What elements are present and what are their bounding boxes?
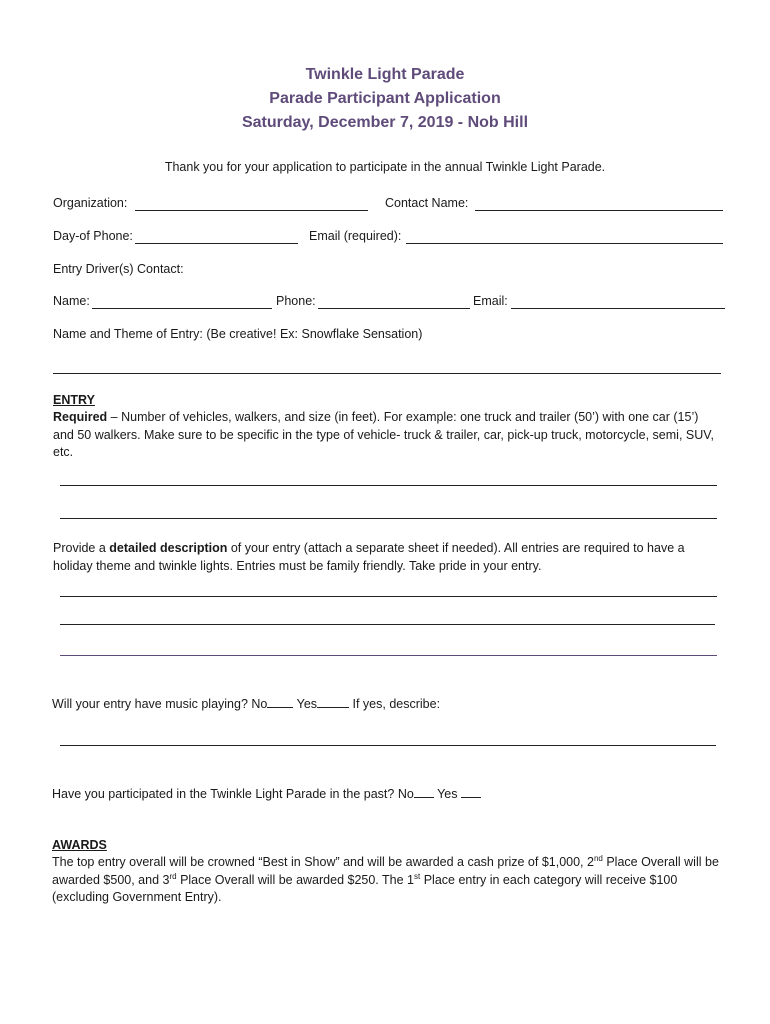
email-required-field[interactable]	[406, 243, 723, 244]
awards-text-2: Place Overall will be awarded $500, and 3	[52, 855, 719, 887]
description-bold: detailed description	[109, 541, 228, 555]
form-subtitle: Parade Participant Application	[269, 90, 501, 107]
music-yes-blank[interactable]	[317, 695, 349, 708]
description-field-line-3[interactable]	[60, 655, 717, 656]
entry-required-text: – Number of vehicles, walkers, and size (in feet). For example: one truck and trailer (50’) with one car (15’) and 50 walkers. Make sure to be specific in the type of vehicle- truck & trailer, car, pick-up truck, motorcycle, semi, SUV, etc.	[53, 410, 714, 459]
music-yes-label: Yes	[296, 697, 318, 711]
contact-name-field[interactable]	[475, 210, 723, 211]
awards-text-1: The top entry overall will be crowned “Best in Show” and will be awarded a cash prize of $1,000, 2	[52, 855, 594, 869]
entry-instructions	[53, 409, 721, 462]
music-describe-label: If yes, describe:	[352, 697, 441, 711]
day-of-phone-label: Day-of Phone:	[53, 229, 133, 243]
day-of-phone-field[interactable]	[135, 243, 298, 244]
organization-field[interactable]	[135, 210, 368, 211]
awards-sup-3: st	[414, 871, 421, 881]
intro-text: Thank you for your application to participate in the annual Twinkle Light Parade.	[164, 160, 606, 174]
name-theme-field[interactable]	[53, 373, 721, 374]
driver-email-field[interactable]	[511, 308, 725, 309]
music-no-blank[interactable]	[267, 695, 293, 708]
description-field-line-2[interactable]	[60, 624, 715, 625]
past-yes-label: Yes	[437, 787, 458, 801]
driver-phone-label: Phone:	[276, 294, 316, 308]
form-date-line: Saturday, December 7, 2019 - Nob Hill	[241, 114, 529, 131]
description-prefix: Provide a	[53, 541, 110, 555]
entry-field-line-1[interactable]	[60, 485, 717, 486]
past-question-text: Have you participated in the Twinkle Light Parade in the past? No	[52, 787, 414, 801]
form-title: Twinkle Light Parade	[305, 66, 465, 83]
awards-text-4: Place entry in each category will receive $100 (excluding Government Entry).	[52, 872, 678, 904]
description-suffix: of your entry (attach a separate sheet if needed). All entries are required to have a holiday theme and twinkle lights. Entries must be family friendly. Take pride in your entry.	[53, 541, 685, 573]
organization-label: Organization:	[53, 196, 128, 210]
awards-text	[52, 854, 724, 907]
entry-field-line-2[interactable]	[60, 518, 717, 519]
awards-heading: AWARDS	[52, 838, 107, 852]
description-field-line-1[interactable]	[60, 596, 717, 597]
past-yes-blank[interactable]	[461, 785, 481, 798]
driver-name-label: Name:	[53, 294, 90, 308]
awards-text-3: Place Overall will be awarded $250. The 1	[176, 872, 414, 887]
past-participation-question	[52, 785, 481, 801]
driver-phone-field[interactable]	[318, 308, 470, 309]
music-question-text: Will your entry have music playing? No	[52, 697, 268, 711]
driver-name-field[interactable]	[92, 308, 272, 309]
awards-sup-1: nd	[593, 853, 603, 863]
email-required-label: Email (required):	[309, 229, 402, 243]
description-instructions	[53, 540, 721, 575]
name-theme-label: Name and Theme of Entry: (Be creative! Ex: Snowflake Sensation)	[53, 327, 423, 341]
music-describe-field[interactable]	[60, 745, 716, 746]
entry-required-label: Required	[53, 410, 108, 424]
awards-sup-2: rd	[169, 871, 177, 881]
past-no-blank[interactable]	[414, 785, 434, 798]
entry-driver-contact-label: Entry Driver(s) Contact:	[53, 262, 184, 276]
entry-heading: ENTRY	[53, 393, 95, 407]
driver-email-label: Email:	[473, 294, 508, 308]
contact-name-label: Contact Name:	[385, 196, 469, 210]
music-question	[52, 695, 440, 711]
